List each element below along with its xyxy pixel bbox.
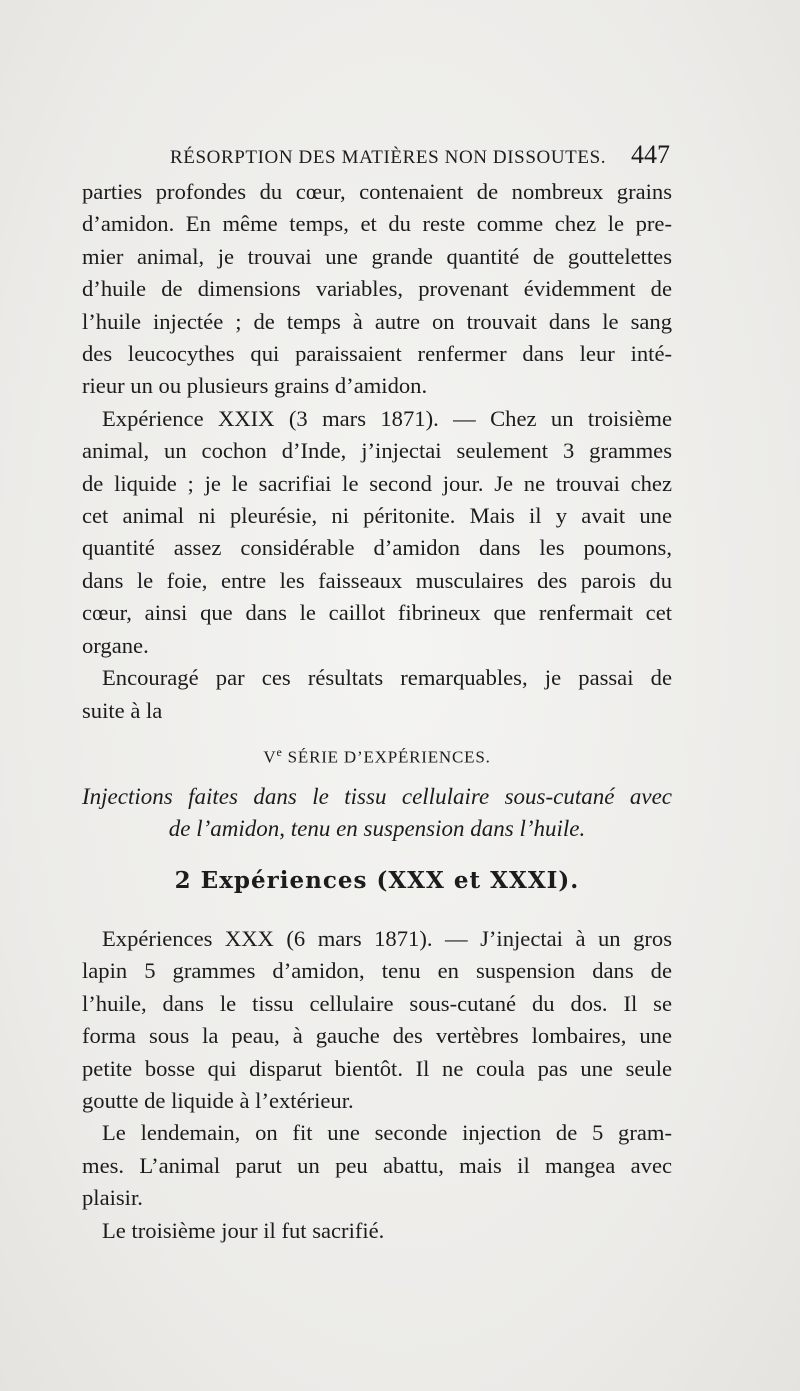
page-header [170,140,670,174]
text-line: rieur un ou plusieurs grains d’amidon. [82,373,428,399]
text-line: dans le foie, entre les faisseaux musculaires des parois du [82,567,672,593]
text-line: mier animal, je trouvai une grande quantité de gouttelettes [82,243,672,269]
paragraph-1 [82,176,672,403]
text-line: cet animal ni pleurésie, ni péritonite. Mais il y avait une [82,503,672,529]
page-number: 447 [631,140,670,169]
paragraph-4 [82,923,672,1117]
text-line: petite bosse qui disparut bientôt. Il ne coula pas une seule [82,1055,672,1081]
text-line: de liquide ; je le sacrifiai le second jour. Je ne trouvai chez [82,470,672,496]
text-line: de l’amidon, tenu en suspension dans l’huile. [168,815,586,841]
bold-subheading: 2 Expériences (XXX et XXXI). [174,866,580,894]
text-line: plaisir. [82,1185,143,1211]
text-line: suite à la [82,697,163,723]
series-heading [82,737,672,773]
text-line: d’huile de dimensions variables, provenant évidemment de [82,276,672,302]
text-line: Expériences XXX (6 mars 1871). — J’injectai à un gros [102,925,672,951]
running-title: RÉSORPTION DES MATIÈRES NON DISSOUTES. [170,147,607,168]
text-line: Expérience XXIX (3 mars 1871). — Chez un troisième [102,405,672,431]
italic-subheading [82,781,672,845]
text-line: animal, un cochon d’Inde, j’injectai seulement 3 grammes [82,438,672,464]
paragraph-2 [82,403,672,662]
text-line: l’huile injectée ; de temps à autre on trouvait dans le sang [82,308,672,334]
paragraph-5 [82,1117,672,1214]
text-line: cœur, ainsi que dans le caillot fibrineux que renfermait cet [82,600,672,626]
paragraph-6 [82,1215,672,1247]
text-line: des leucocythes qui paraissaient renfermer dans leur inté- [82,341,672,367]
paragraph-3 [82,662,672,727]
text-line: l’huile, dans le tissu cellulaire sous-cutané du dos. Il se [82,990,672,1016]
text-line: Le troisième jour il fut sacrifié. [102,1217,385,1243]
text-line: Encouragé par ces résultats remarquables, je passai de [102,665,672,691]
series-title: SÉRIE D’EXPÉRIENCES. [287,747,491,767]
text-line: organe. [82,632,149,658]
text-line: forma sous la peau, à gauche des vertèbres lombaires, une [82,1023,672,1049]
text-line: mes. L’animal parut un peu abattu, mais il mangea avec [82,1152,672,1178]
series-numeral: V [263,747,277,767]
text-line: Injections faites dans le tissu cellulaire sous-cutané avec [82,783,672,809]
page-body [82,176,672,1247]
text-line: parties profondes du cœur, contenaient de nombreux grains [82,179,672,204]
text-line: Le lendemain, on fit une seconde injection de 5 gram- [102,1120,672,1146]
text-line: goutte de liquide à l’extérieur. [82,1088,354,1113]
text-line: d’amidon. En même temps, et du reste comme chez le pre- [82,211,672,237]
series-superscript: e [276,744,283,759]
text-line: lapin 5 grammes d’amidon, tenu en suspension dans de [82,958,672,984]
text-line: quantité assez considérable d’amidon dans les poumons, [82,535,672,561]
